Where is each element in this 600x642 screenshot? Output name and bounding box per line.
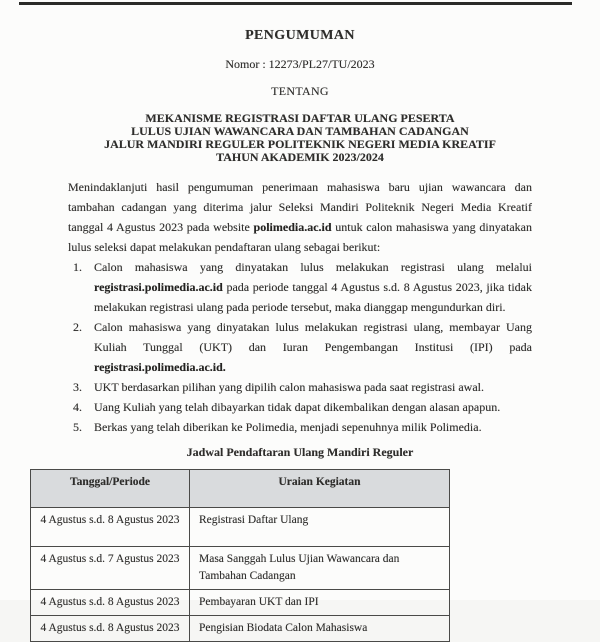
list-item-number: 3. — [73, 380, 82, 394]
table-header-row — [31, 470, 450, 508]
activity-cell: Registrasi Daftar Ulang — [190, 508, 450, 547]
list-item-text: Uang Kuliah yang telah dibayarkan tidak dapat dikembalikan dengan alasan apapun. — [94, 400, 501, 414]
page-title: PENGUMUMAN — [245, 28, 355, 43]
list-item — [68, 257, 532, 317]
activity-cell: Masa Sanggah Lulus Ujian Wawancara dan Tambahan Cadangan — [190, 547, 450, 590]
schedule-table — [30, 469, 450, 642]
subject-line: LULUS UJIAN WAWANCARA DAN TAMBAHAN CADANGAN — [131, 124, 469, 138]
list-item — [68, 417, 532, 437]
column-header-activity: Uraian Kegiatan — [190, 470, 450, 508]
table-row — [31, 590, 450, 616]
about-label: TENTANG — [271, 84, 329, 98]
date-cell: 4 Agustus s.d. 8 Agustus 2023 — [31, 508, 190, 547]
table-row — [31, 616, 450, 642]
list-item-text: Calon mahasiswa yang dinyatakan lulus melakukan registrasi ulang, membayar Uang Kuliah Tunggal (UKT) dan Iuran Pengembangan Institusi (IPI) pada — [94, 320, 532, 354]
table-row — [31, 547, 450, 590]
registration-url-bold: registrasi.polimedia.ac.id. — [94, 360, 226, 374]
list-item — [68, 397, 532, 417]
activity-cell: Pembayaran UKT dan IPI — [190, 590, 450, 616]
numbered-list — [68, 257, 532, 437]
website-url-bold: polimedia.ac.id — [253, 220, 332, 234]
list-item-text: Calon mahasiswa yang dinyatakan lulus melakukan registrasi ulang melalui — [94, 260, 532, 274]
intro-text: untuk calon mahasiswa yang dinyatakan lulus seleksi dapat melakukan pendaftaran ulang sebagai berikut: — [68, 220, 533, 254]
list-item-text: pada periode tanggal 4 Agustus s.d. 8 Agustus 2023, jika tidak melakukan registrasi ulang pada periode tersebut, maka dianggap mengundurkan diri. — [94, 280, 532, 314]
subject-line: JALUR MANDIRI REGULER POLITEKNIK NEGERI MEDIA KREATIF — [104, 137, 496, 151]
subject-line: TAHUN AKADEMIK 2023/2024 — [216, 150, 384, 164]
list-item-number: 4. — [73, 400, 82, 414]
table-row — [31, 508, 450, 547]
document-number: Nomor : 12273/PL27/TU/2023 — [225, 57, 375, 71]
activity-cell: Pengisian Biodata Calon Mahasiswa — [190, 616, 450, 642]
top-rule-divider — [19, 2, 572, 5]
intro-paragraph — [68, 177, 532, 257]
list-item-number: 5. — [73, 420, 82, 434]
list-item-number: 1. — [73, 260, 82, 274]
list-item — [68, 377, 532, 397]
registration-url-bold: registrasi.polimedia.ac.id — [94, 280, 223, 294]
subject-title — [68, 112, 532, 164]
list-item-text: Berkas yang telah diberikan ke Polimedia, menjadi sepenuhnya milik Polimedia. — [94, 420, 482, 434]
list-item — [68, 317, 532, 377]
list-item-number: 2. — [73, 320, 82, 334]
date-cell: 4 Agustus s.d. 7 Agustus 2023 — [31, 547, 190, 590]
subject-line: MEKANISME REGISTRASI DAFTAR ULANG PESERTA — [145, 111, 455, 125]
intro-text: Menindaklanjuti hasil pengumuman penerimaan mahasiswa baru ujian wawancara dan tambahan cadangan yang diterima jalur Seleksi Mandiri Politeknik Negeri Media Kreatif tanggal 4 Agustus 2023 pada website — [68, 180, 532, 234]
list-item-text: UKT berdasarkan pilihan yang dipilih calon mahasiswa pada saat registrasi awal. — [94, 380, 484, 394]
column-header-date: Tanggal/Periode — [31, 470, 190, 508]
schedule-title: Jadwal Pendaftaran Ulang Mandiri Reguler — [186, 445, 414, 459]
date-cell: 4 Agustus s.d. 8 Agustus 2023 — [31, 590, 190, 616]
date-cell: 4 Agustus s.d. 8 Agustus 2023 — [31, 616, 190, 642]
